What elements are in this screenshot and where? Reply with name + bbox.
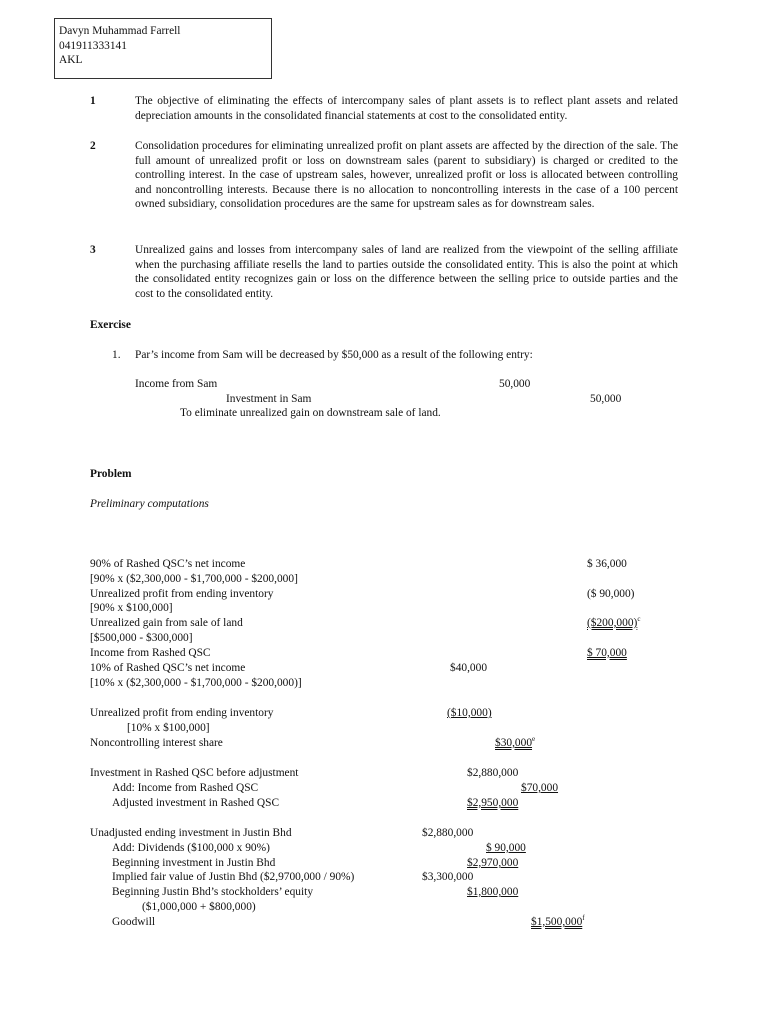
problem-heading: Problem xyxy=(90,468,132,480)
line-nci-total-amount: $30,000e xyxy=(495,735,536,749)
line-nci-unrealized-label: Unrealized profit from ending inventory xyxy=(90,707,274,719)
course-code: AKL xyxy=(59,54,83,66)
line-income-from-rashed-amount: $ 70,000 xyxy=(587,647,627,659)
journal-debit-amount: 50,000 xyxy=(499,378,531,390)
line-beginning-equity-amount: $1,800,000 xyxy=(467,886,519,898)
line-add-income-amount: $70,000 xyxy=(521,782,559,794)
line-nci-share-label: 10% of Rashed QSC’s net income xyxy=(90,662,246,674)
line-investment-before-amount: $2,880,000 xyxy=(467,767,519,779)
student-name: Davyn Muhammad Farrell xyxy=(59,25,181,37)
exercise-item-number: 1. xyxy=(112,349,121,361)
line-unadjusted-investment-label: Unadjusted ending investment in Justin Bhd xyxy=(90,827,292,839)
line-beginning-investment-amount: $2,970,000 xyxy=(467,857,519,869)
student-info-box xyxy=(54,18,272,79)
line-add-dividends-amount: $ 90,000 xyxy=(486,842,526,854)
line-investment-before-label: Investment in Rashed QSC before adjustment xyxy=(90,767,299,779)
answer-3-number: 3 xyxy=(90,244,96,256)
answer-2-text: Consolidation procedures for eliminating unrealized profit on plant assets are affected by the direction of the sale. The full amount of unrealized profit or loss on downstream sales (parent to subsidiary) is charged or credited to the controlling interest. In the case of upstream sales, however, unrealized profit or loss is allocated between controlling and noncontrolling interests. Because there is no allocation to noncontrolling interests in the case of a 100 percent owned subsidiary, consolidation procedures are the same for upstream sales as for downstream sales. xyxy=(135,140,678,211)
exercise-item-text: Par’s income from Sam will be decreased by $50,000 as a result of the following entry: xyxy=(135,349,533,361)
line-nci-total-label: Noncontrolling interest share xyxy=(90,737,223,749)
answer-1-text: The objective of eliminating the effects of intercompany sales of plant assets is to reflect plant assets and related depreciation amounts in the consolidated financial statements at cost to the consolidated entity. xyxy=(135,95,678,122)
journal-credit-account: Investment in Sam xyxy=(226,393,312,405)
line-parent-share-label: 90% of Rashed QSC’s net income xyxy=(90,558,246,570)
line-unrealized-inventory-label: Unrealized profit from ending inventory xyxy=(90,588,274,600)
student-id: 041911333141 xyxy=(59,39,127,52)
problem-subheading: Preliminary computations xyxy=(90,498,209,510)
line-parent-share-amount: $ 36,000 xyxy=(587,558,627,570)
line-beginning-equity-label: Beginning Justin Bhd’s stockholders’ equity xyxy=(112,886,314,898)
line-adjusted-investment-amount: $2,950,000 xyxy=(467,797,519,809)
answer-2-number: 2 xyxy=(90,140,96,152)
line-add-dividends-label: Add: Dividends ($100,000 x 90%) xyxy=(112,842,270,854)
line-land-gain-amount: ($200,000)$^c$ xyxy=(587,615,641,629)
journal-credit-amount: 50,000 xyxy=(590,393,622,405)
line-nci-unrealized-calc: [10% x $100,000] xyxy=(127,722,210,734)
line-implied-fair-value-label: Implied fair value of Justin Bhd ($2,9700,000 / 90%) xyxy=(112,871,355,883)
line-goodwill-label: Goodwill xyxy=(112,916,156,928)
line-goodwill-amount: $1,500,000$^f$ xyxy=(531,914,585,928)
line-income-from-rashed-label: Income from Rashed QSC xyxy=(90,647,211,659)
line-nci-share-calc: [10% x ($2,300,000 - $1,700,000 - $200,000)] xyxy=(90,677,302,689)
line-nci-unrealized-amount: ($10,000) xyxy=(447,707,492,719)
line-unrealized-inventory-amount: ($ 90,000) xyxy=(587,588,635,600)
journal-debit-account: Income from Sam xyxy=(135,378,218,390)
line-implied-fair-value-amount: $3,300,000 xyxy=(422,871,474,883)
line-land-gain-label: Unrealized gain from sale of land xyxy=(90,617,243,629)
line-adjusted-investment-label: Adjusted investment in Rashed QSC xyxy=(112,797,280,809)
line-beginning-equity-calc: ($1,000,000 + $800,000) xyxy=(142,901,256,913)
line-beginning-investment-label: Beginning investment in Justin Bhd xyxy=(112,857,276,869)
line-unrealized-inventory-calc: [90% x $100,000] xyxy=(90,602,173,614)
answer-1-number: 1 xyxy=(90,95,96,107)
line-parent-share-calc: [90% x ($2,300,000 - $1,700,000 - $200,000] xyxy=(90,573,298,585)
journal-explanation: To eliminate unrealized gain on downstream sale of land. xyxy=(180,407,441,419)
exercise-heading: Exercise xyxy=(90,319,131,331)
answer-3-text: Unrealized gains and losses from intercompany sales of land are realized from the viewpoint of the selling affiliate when the purchasing affiliate resells the land to parties outside the consolidated entity. This is also the point at which the consolidated entity recognizes gain or loss on the difference between the selling price to outside parties and the cost to the consolidated entity. xyxy=(135,244,678,300)
line-nci-share-amount: $40,000 xyxy=(450,662,488,674)
line-land-gain-calc: [$500,000 - $300,000] xyxy=(90,632,193,644)
line-unadjusted-investment-amount: $2,880,000 xyxy=(422,827,474,839)
line-add-income-label: Add: Income from Rashed QSC xyxy=(112,782,259,794)
